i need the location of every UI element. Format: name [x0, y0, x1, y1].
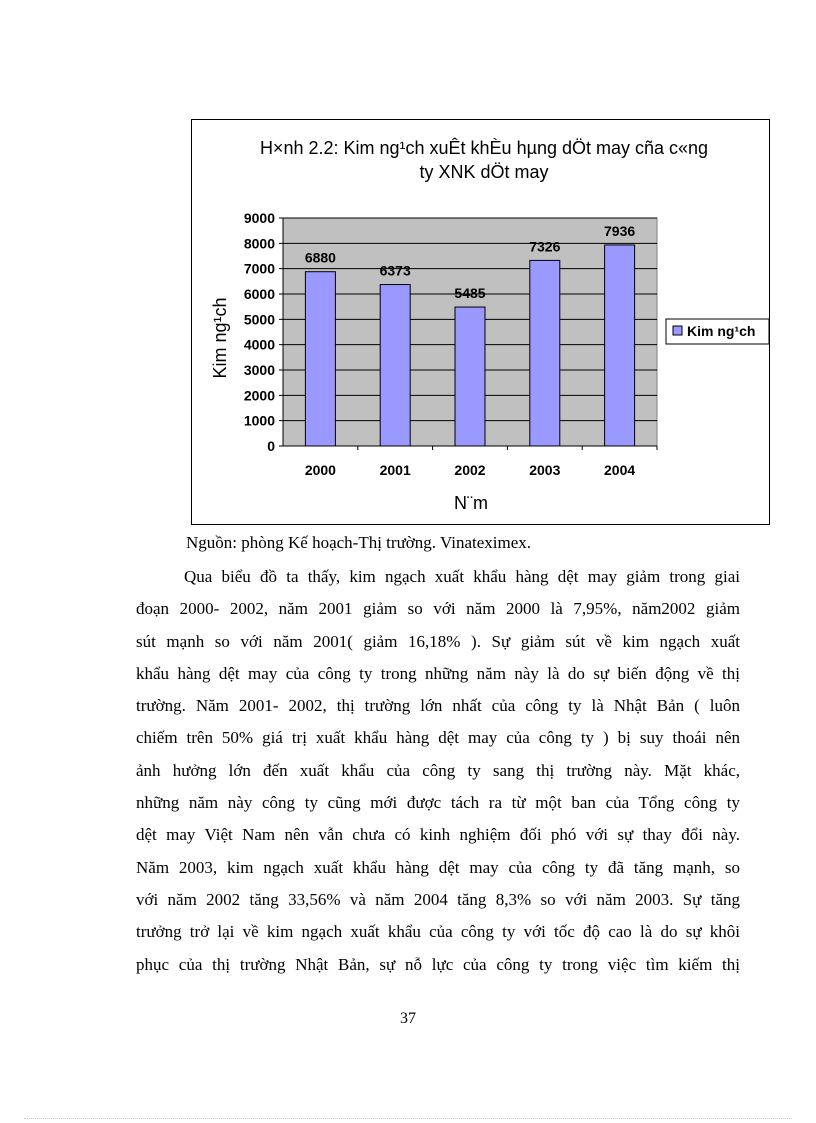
- paragraph-line: trưởng trở lại về kim ngạch xuất khẩu của công ty với tốc độ cao là do sự khôi: [136, 922, 740, 942]
- paragraph-line: ảnh hưởng lớn đến xuất khẩu của công ty sang thị trường này. Mặt khác,: [136, 760, 740, 780]
- chart-frame: [191, 119, 770, 525]
- x-tick-label: 2000: [304, 462, 336, 478]
- paragraph-line: chiếm trên 50% giá trị xuất khẩu hàng dệt may của công ty ) bị suy thoái nên: [136, 728, 740, 748]
- paragraph-line: Qua biểu đồ ta thấy, kim ngạch xuất khẩu hàng dệt may giảm trong giai: [184, 567, 740, 586]
- bar: [455, 307, 485, 446]
- paragraph-line: với năm 2002 tăng 33,56% và năm 2004 tăng 8,3% so với năm 2003. Sự tăng: [136, 889, 740, 909]
- paragraph-line: dệt may Việt Nam nên vẫn chưa có kinh nghiệm đối phó với sự thay đổi này.: [136, 825, 740, 845]
- y-tick-label: 6000: [243, 286, 275, 302]
- x-tick-label: 2002: [454, 462, 486, 478]
- y-tick-label: 8000: [243, 235, 275, 252]
- bar: [380, 285, 410, 446]
- data-label: 6880: [304, 249, 336, 266]
- data-label: 7936: [604, 222, 636, 239]
- plot-area: [244, 210, 657, 478]
- source-note: Nguồn: phòng Kế hoạch-Thị trường. Vinateximex.: [186, 533, 531, 552]
- paragraph-line: trường. Năm 2001- 2002, thị trường lớn nhất của công ty là Nhật Bản ( luôn: [136, 696, 740, 716]
- y-tick-label: 3000: [243, 362, 275, 378]
- y-tick-label: 7000: [243, 260, 275, 277]
- data-label: 7326: [529, 238, 561, 255]
- y-tick-label: 0: [267, 438, 275, 454]
- paragraph-line: những năm này công ty cũng mới được tách ra từ một ban của Tổng công ty: [136, 793, 740, 813]
- data-label: 5485: [454, 285, 486, 302]
- data-label: 6373: [379, 262, 411, 279]
- paragraph-line: sút mạnh so với năm 2001( giảm 16,18% ). Sự giảm sút về kim ngạch xuất: [136, 631, 740, 651]
- chart-title-line-2: ty XNK dÖt may: [419, 162, 549, 182]
- page-bottom-edge: [24, 1118, 792, 1119]
- x-tick-label: 2003: [529, 462, 561, 478]
- y-axis-label: Kim ng¹ch: [210, 297, 230, 379]
- y-tick-label: 2000: [243, 387, 275, 404]
- x-tick-label: 2004: [604, 462, 636, 478]
- paragraph-line: đoạn 2000- 2002, năm 2001 giảm so với năm 2000 là 7,95%, năm2002 giảm: [136, 599, 740, 619]
- body-paragraph: [136, 561, 740, 981]
- legend-swatch: [673, 326, 682, 335]
- legend-label: Kim ng¹ch: [687, 323, 756, 339]
- y-tick-label: 5000: [243, 311, 275, 328]
- paragraph-line: khẩu hàng dệt may của công ty trong những năm này là do sự biến động về thị: [136, 663, 740, 683]
- page-number: 37: [400, 1010, 416, 1027]
- bar: [605, 245, 635, 446]
- x-tick-label: 2001: [379, 462, 411, 478]
- paragraph-line: Năm 2003, kim ngạch xuất khẩu hàng dệt may của công ty đã tăng mạnh, so: [136, 857, 740, 877]
- x-axis-label: N¨m: [454, 493, 488, 513]
- y-tick-label: 4000: [243, 336, 275, 353]
- bar: [305, 272, 335, 446]
- chart-title-line-1: H×nh 2.2: Kim ng¹ch xuÊt khÈu hµng dÖt may cña c«ng: [259, 138, 709, 158]
- y-tick-label: 9000: [243, 210, 275, 226]
- bar: [530, 260, 560, 446]
- paragraph-line: phục của thị trường Nhật Bản, sự nỗ lực của công ty trong việc tìm kiếm thị: [136, 954, 740, 974]
- legend: [666, 319, 769, 344]
- y-tick-label: 1000: [243, 412, 275, 429]
- bar-chart: [192, 120, 769, 524]
